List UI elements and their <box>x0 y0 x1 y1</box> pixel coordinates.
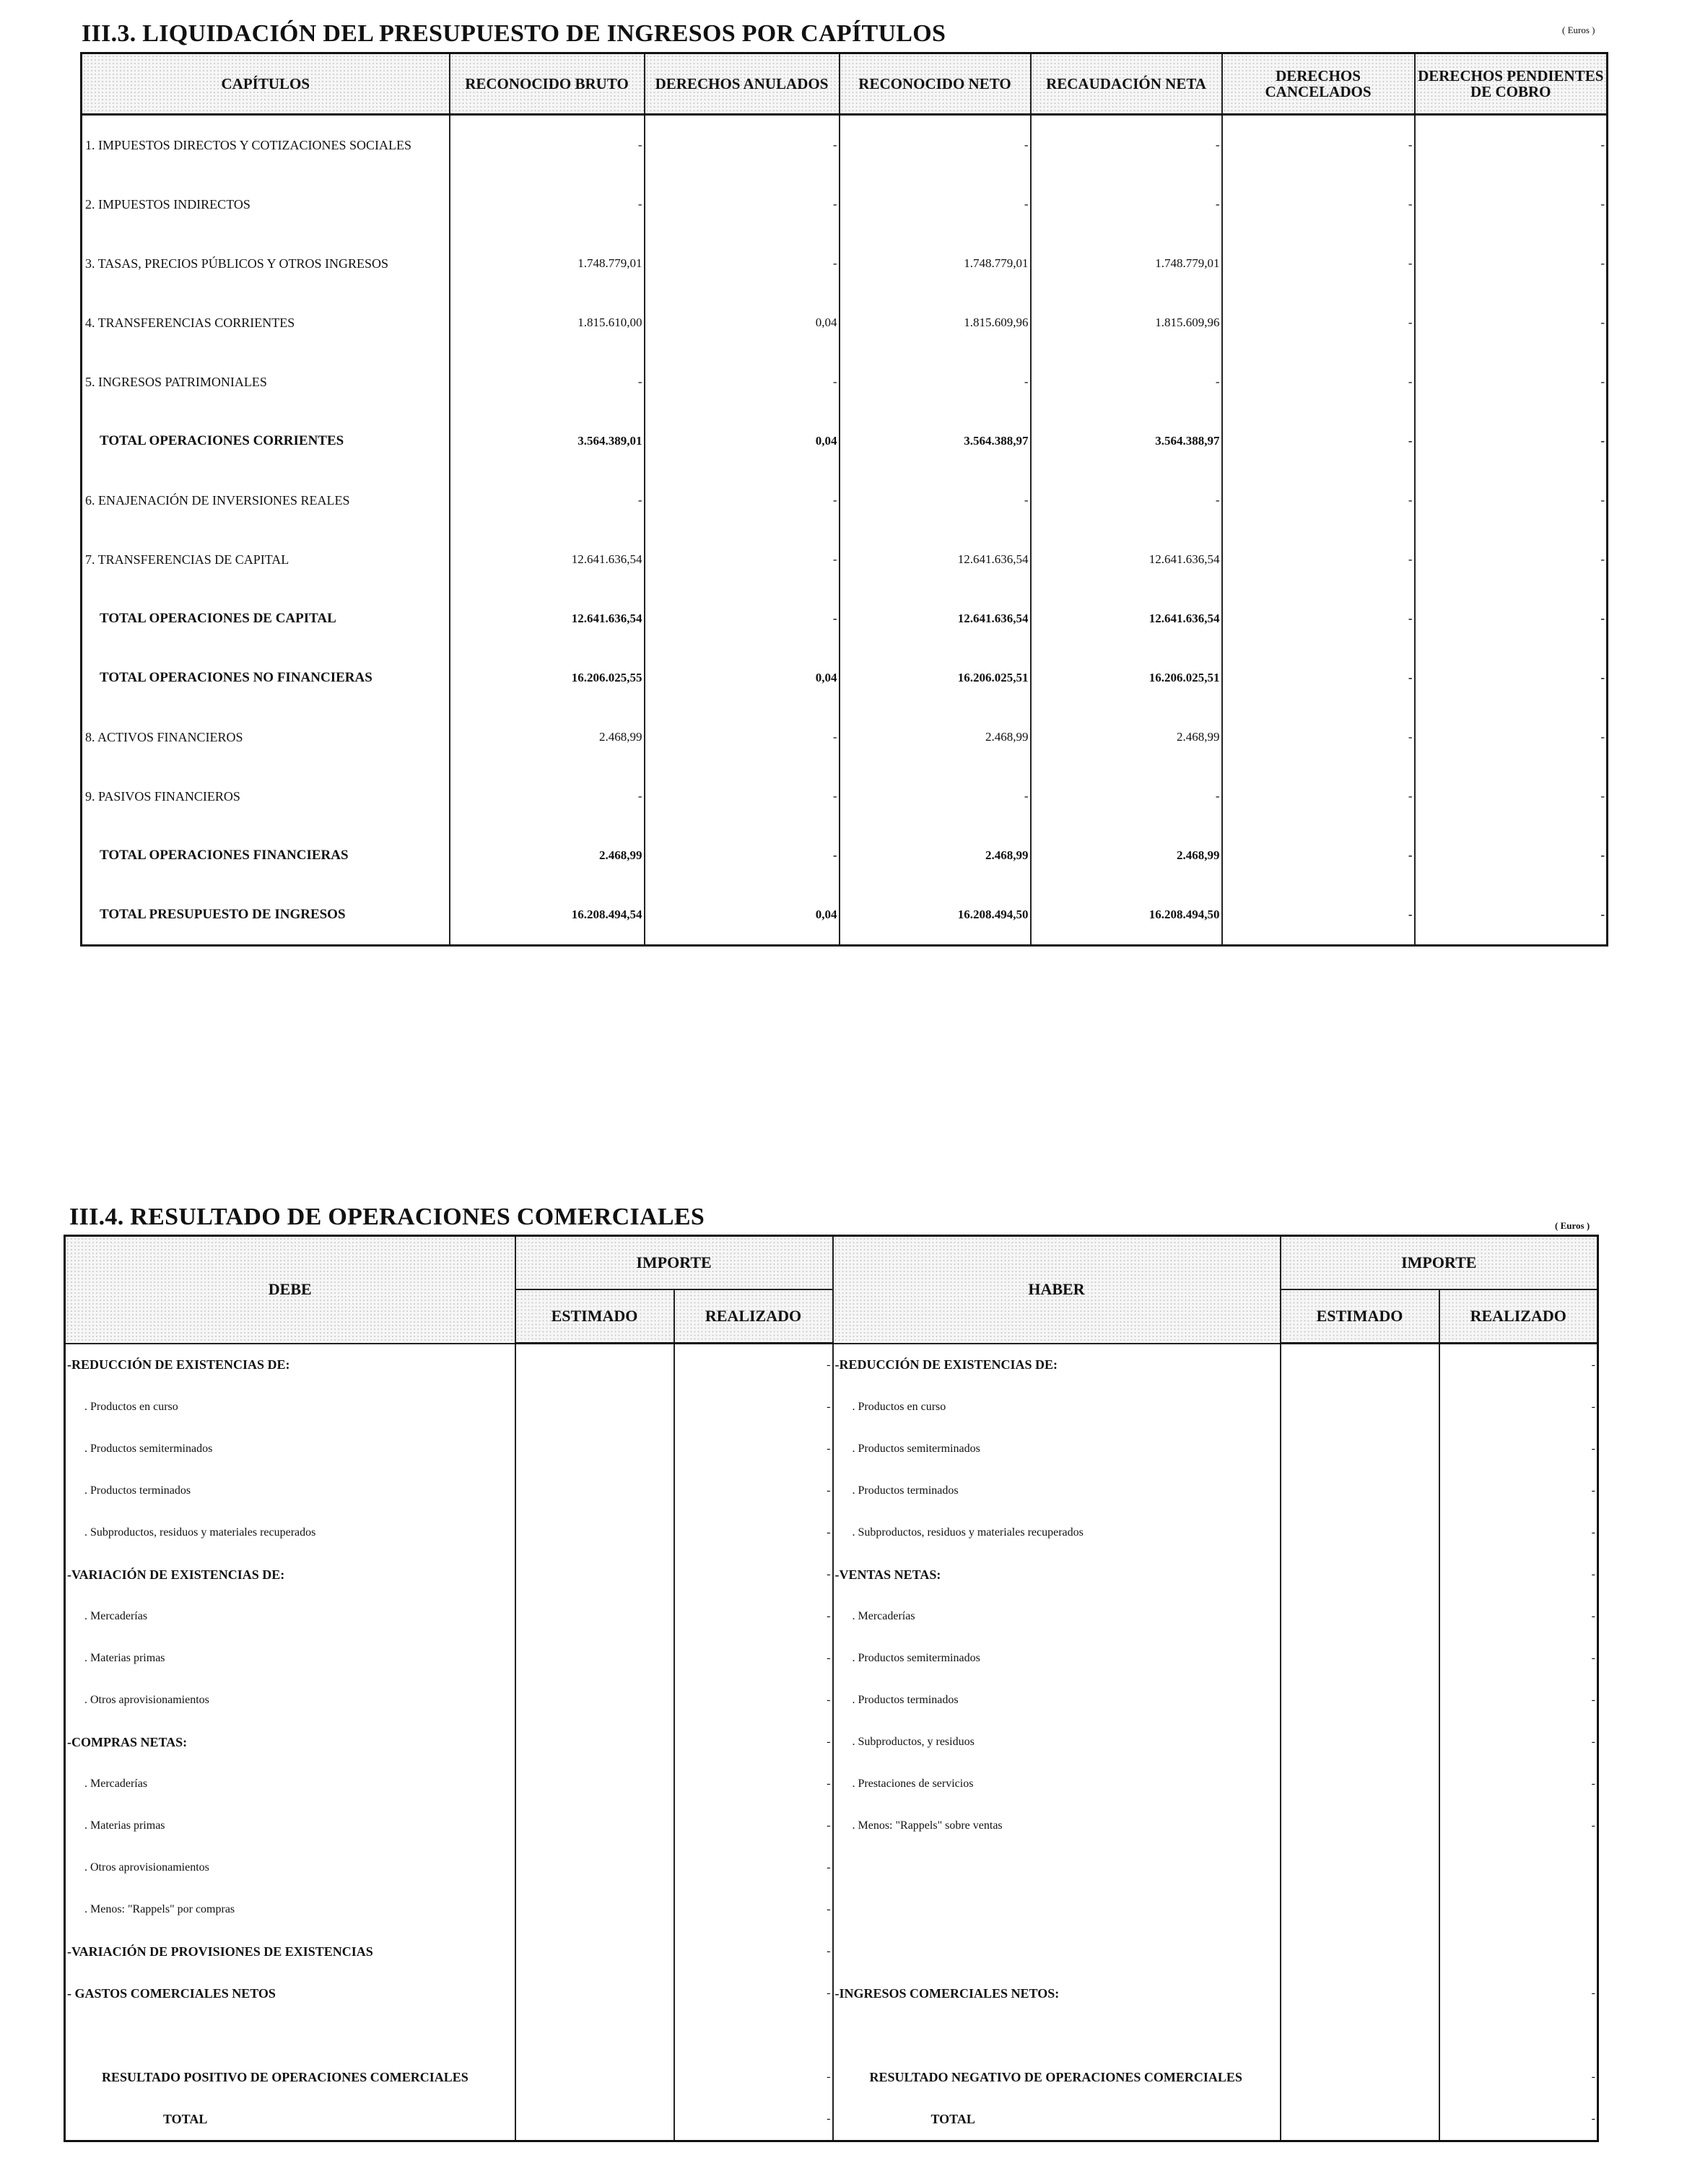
cell-cancelados: - <box>1222 589 1415 648</box>
cell-neto: 3.564.388,97 <box>840 412 1031 471</box>
haber-label: . Productos terminados <box>833 1679 1281 1721</box>
spacer-cell <box>1439 2014 1598 2056</box>
cell-cancelados: - <box>1222 412 1415 471</box>
debe-realizado: - <box>674 1805 833 1847</box>
debe-estimado <box>515 1847 674 1889</box>
cell-neto: 12.641.636,54 <box>840 589 1031 648</box>
cell-pendientes: - <box>1415 412 1608 471</box>
haber-label: . Productos semiterminados <box>833 1637 1281 1679</box>
haber-realizado: - <box>1439 1637 1598 1679</box>
total-debe-label: TOTAL <box>65 2098 515 2141</box>
cell-pendientes: - <box>1415 293 1608 352</box>
cell-recaudacion: - <box>1031 115 1222 175</box>
cell-cancelados: - <box>1222 115 1415 175</box>
cell-bruto: 12.641.636,54 <box>450 530 645 589</box>
haber-realizado: - <box>1439 1721 1598 1763</box>
row-label: 7. TRANSFERENCIAS DE CAPITAL <box>82 530 450 589</box>
cell-neto: - <box>840 175 1031 234</box>
cell-anulados: 0,04 <box>645 412 840 471</box>
debe-estimado <box>515 1763 674 1805</box>
cell-bruto: 16.206.025,55 <box>450 648 645 708</box>
debe-realizado: - <box>674 1386 833 1428</box>
cell-neto: - <box>840 352 1031 412</box>
table-row <box>65 1637 1598 1679</box>
table-row <box>65 1972 1598 2014</box>
spacer-cell <box>1281 2014 1439 2056</box>
section-4-title: III.4. RESULTADO DE OPERACIONES COMERCIALES <box>69 1204 705 1230</box>
debe-estimado <box>515 1386 674 1428</box>
resultado-positivo-label: RESULTADO POSITIVO DE OPERACIONES COMERCIALES <box>65 2056 515 2098</box>
haber-label: . Productos semiterminados <box>833 1428 1281 1470</box>
col-header-estimado-debe: ESTIMADO <box>515 1289 674 1344</box>
row-label: TOTAL OPERACIONES NO FINANCIERAS <box>82 648 450 708</box>
row-label: 4. TRANSFERENCIAS CORRIENTES <box>82 293 450 352</box>
cell-bruto: - <box>450 115 645 175</box>
spacer-row <box>65 2014 1598 2056</box>
cell-recaudacion: 2.468,99 <box>1031 708 1222 767</box>
table-row <box>65 1386 1598 1428</box>
table-row <box>65 1470 1598 1512</box>
haber-label: . Productos terminados <box>833 1470 1281 1512</box>
table-header-row <box>65 1236 1598 1290</box>
total-debe-estimado <box>515 2098 674 2141</box>
income-budget-table <box>80 52 1608 947</box>
debe-realizado: - <box>674 1889 833 1931</box>
cell-bruto: 12.641.636,54 <box>450 589 645 648</box>
table-row <box>82 175 1608 234</box>
total-row <box>65 2098 1598 2141</box>
cell-anulados: 0,04 <box>645 648 840 708</box>
haber-estimado <box>1281 1972 1439 2014</box>
cell-recaudacion: - <box>1031 471 1222 530</box>
cell-pendientes: - <box>1415 175 1608 234</box>
cell-bruto: - <box>450 352 645 412</box>
debe-label: . Productos terminados <box>65 1470 515 1512</box>
haber-realizado: - <box>1439 1805 1598 1847</box>
cell-bruto: 3.564.389,01 <box>450 412 645 471</box>
table-row <box>82 648 1608 708</box>
table-row <box>82 293 1608 352</box>
row-label: TOTAL OPERACIONES DE CAPITAL <box>82 589 450 648</box>
table-row <box>65 1679 1598 1721</box>
cell-anulados: - <box>645 826 840 885</box>
cell-recaudacion: 1.815.609,96 <box>1031 293 1222 352</box>
table-row <box>82 471 1608 530</box>
debe-label: -REDUCCIÓN DE EXISTENCIAS DE: <box>65 1344 515 1387</box>
cell-neto: 2.468,99 <box>840 708 1031 767</box>
cell-neto: 1.748.779,01 <box>840 234 1031 293</box>
haber-label <box>833 1847 1281 1889</box>
debe-label: . Otros aprovisionamientos <box>65 1847 515 1889</box>
cell-recaudacion: - <box>1031 175 1222 234</box>
col-header-reconocido-bruto: RECONOCIDO BRUTO <box>450 53 645 115</box>
debe-estimado <box>515 1679 674 1721</box>
total-debe-realizado: - <box>674 2098 833 2141</box>
table-row <box>82 589 1608 648</box>
row-label: TOTAL OPERACIONES CORRIENTES <box>82 412 450 471</box>
haber-estimado <box>1281 1931 1439 1972</box>
cell-cancelados: - <box>1222 234 1415 293</box>
haber-realizado: - <box>1439 1679 1598 1721</box>
debe-label: . Productos semiterminados <box>65 1428 515 1470</box>
cell-cancelados: - <box>1222 648 1415 708</box>
col-header-pendientes-cobro: DERECHOS PENDIENTES DE COBRO <box>1415 53 1608 115</box>
col-header-realizado-haber: REALIZADO <box>1439 1289 1598 1344</box>
debe-realizado: - <box>674 1763 833 1805</box>
debe-estimado <box>515 1344 674 1387</box>
table-row <box>65 1931 1598 1972</box>
cell-anulados: - <box>645 767 840 826</box>
debe-label: - GASTOS COMERCIALES NETOS <box>65 1972 515 2014</box>
debe-estimado <box>515 1721 674 1763</box>
haber-label: . Menos: "Rappels" sobre ventas <box>833 1805 1281 1847</box>
haber-realizado: - <box>1439 1596 1598 1637</box>
haber-realizado: - <box>1439 1428 1598 1470</box>
row-label: TOTAL PRESUPUESTO DE INGRESOS <box>82 885 450 946</box>
section-3-title: III.3. LIQUIDACIÓN DEL PRESUPUESTO DE INGRESOS POR CAPÍTULOS <box>82 20 946 47</box>
haber-estimado <box>1281 1679 1439 1721</box>
debe-label: -COMPRAS NETAS: <box>65 1721 515 1763</box>
row-label: 3. TASAS, PRECIOS PÚBLICOS Y OTROS INGRESOS <box>82 234 450 293</box>
table-row <box>65 1512 1598 1554</box>
haber-realizado: - <box>1439 1554 1598 1596</box>
cell-bruto: 2.468,99 <box>450 708 645 767</box>
table-row <box>82 352 1608 412</box>
debe-estimado <box>515 1596 674 1637</box>
haber-estimado <box>1281 1470 1439 1512</box>
debe-label: . Mercaderías <box>65 1596 515 1637</box>
cell-pendientes: - <box>1415 708 1608 767</box>
debe-realizado: - <box>674 1344 833 1387</box>
table-row <box>82 115 1608 175</box>
total-haber-estimado <box>1281 2098 1439 2141</box>
col-header-haber: HABER <box>833 1236 1281 1344</box>
col-header-reconocido-neto: RECONOCIDO NETO <box>840 53 1031 115</box>
table-row <box>82 530 1608 589</box>
haber-estimado <box>1281 1889 1439 1931</box>
resultado-negativo-estimado <box>1281 2056 1439 2098</box>
debe-realizado: - <box>674 1679 833 1721</box>
haber-estimado <box>1281 1721 1439 1763</box>
table-row <box>82 767 1608 826</box>
spacer-cell <box>65 2014 515 2056</box>
cell-pendientes: - <box>1415 826 1608 885</box>
cell-cancelados: - <box>1222 530 1415 589</box>
haber-estimado <box>1281 1596 1439 1637</box>
cell-pendientes: - <box>1415 767 1608 826</box>
table-row <box>82 412 1608 471</box>
section-4-unit: ( Euros ) <box>1555 1220 1590 1231</box>
haber-realizado: - <box>1439 1386 1598 1428</box>
debe-estimado <box>515 1512 674 1554</box>
cell-anulados: 0,04 <box>645 885 840 946</box>
haber-estimado <box>1281 1386 1439 1428</box>
cell-recaudacion: 16.208.494,50 <box>1031 885 1222 946</box>
cell-pendientes: - <box>1415 352 1608 412</box>
cell-recaudacion: 16.206.025,51 <box>1031 648 1222 708</box>
haber-label <box>833 1889 1281 1931</box>
haber-realizado <box>1439 1931 1598 1972</box>
cell-neto: 16.208.494,50 <box>840 885 1031 946</box>
haber-label: . Prestaciones de servicios <box>833 1763 1281 1805</box>
haber-estimado <box>1281 1512 1439 1554</box>
row-label: 5. INGRESOS PATRIMONIALES <box>82 352 450 412</box>
cell-bruto: 2.468,99 <box>450 826 645 885</box>
spacer-cell <box>674 2014 833 2056</box>
table-row <box>65 1805 1598 1847</box>
resultado-positivo-estimado <box>515 2056 674 2098</box>
table-row <box>82 234 1608 293</box>
cell-anulados: - <box>645 352 840 412</box>
cell-pendientes: - <box>1415 471 1608 530</box>
table-row <box>82 708 1608 767</box>
cell-pendientes: - <box>1415 589 1608 648</box>
table-row <box>65 1554 1598 1596</box>
table-row <box>82 885 1608 946</box>
cell-recaudacion: 1.748.779,01 <box>1031 234 1222 293</box>
cell-pendientes: - <box>1415 115 1608 175</box>
debe-realizado: - <box>674 1931 833 1972</box>
spacer-cell <box>833 2014 1281 2056</box>
haber-label <box>833 1931 1281 1972</box>
cell-pendientes: - <box>1415 530 1608 589</box>
haber-label: -REDUCCIÓN DE EXISTENCIAS DE: <box>833 1344 1281 1387</box>
haber-realizado <box>1439 1847 1598 1889</box>
table-row <box>65 1721 1598 1763</box>
row-label: 8. ACTIVOS FINANCIEROS <box>82 708 450 767</box>
cell-pendientes: - <box>1415 885 1608 946</box>
row-label: 9. PASIVOS FINANCIEROS <box>82 767 450 826</box>
resultado-negativo-realizado: - <box>1439 2056 1598 2098</box>
debe-estimado <box>515 1470 674 1512</box>
debe-realizado: - <box>674 1554 833 1596</box>
haber-estimado <box>1281 1763 1439 1805</box>
col-header-capitulos: CAPÍTULOS <box>82 53 450 115</box>
section-3-unit: ( Euros ) <box>1562 25 1595 35</box>
cell-anulados: - <box>645 589 840 648</box>
cell-anulados: - <box>645 471 840 530</box>
cell-bruto: - <box>450 767 645 826</box>
cell-anulados: - <box>645 175 840 234</box>
cell-recaudacion: 3.564.388,97 <box>1031 412 1222 471</box>
debe-label: -VARIACIÓN DE PROVISIONES DE EXISTENCIAS <box>65 1931 515 1972</box>
debe-label: . Menos: "Rappels" por compras <box>65 1889 515 1931</box>
debe-label: . Materias primas <box>65 1637 515 1679</box>
commercial-operations-table <box>64 1235 1599 2142</box>
haber-realizado: - <box>1439 1972 1598 2014</box>
col-header-importe-haber: IMPORTE <box>1281 1236 1598 1290</box>
haber-estimado <box>1281 1805 1439 1847</box>
haber-realizado: - <box>1439 1763 1598 1805</box>
debe-realizado: - <box>674 1512 833 1554</box>
debe-estimado <box>515 1428 674 1470</box>
haber-label: . Mercaderías <box>833 1596 1281 1637</box>
debe-estimado <box>515 1805 674 1847</box>
row-label: 2. IMPUESTOS INDIRECTOS <box>82 175 450 234</box>
haber-estimado <box>1281 1554 1439 1596</box>
cell-anulados: - <box>645 234 840 293</box>
haber-label: -VENTAS NETAS: <box>833 1554 1281 1596</box>
row-label: 1. IMPUESTOS DIRECTOS Y COTIZACIONES SOCIALES <box>82 115 450 175</box>
total-haber-label: TOTAL <box>833 2098 1281 2141</box>
col-header-derechos-anulados: DERECHOS ANULADOS <box>645 53 840 115</box>
cell-pendientes: - <box>1415 234 1608 293</box>
row-label: 6. ENAJENACIÓN DE INVERSIONES REALES <box>82 471 450 530</box>
spacer-cell <box>515 2014 674 2056</box>
col-header-realizado-debe: REALIZADO <box>674 1289 833 1344</box>
table-row <box>65 1763 1598 1805</box>
debe-label: . Productos en curso <box>65 1386 515 1428</box>
col-header-importe-debe: IMPORTE <box>515 1236 833 1290</box>
debe-label: . Materias primas <box>65 1805 515 1847</box>
debe-estimado <box>515 1554 674 1596</box>
cell-pendientes: - <box>1415 648 1608 708</box>
resultado-negativo-label: RESULTADO NEGATIVO DE OPERACIONES COMERCIALES <box>833 2056 1281 2098</box>
cell-bruto: - <box>450 175 645 234</box>
debe-estimado <box>515 1972 674 2014</box>
table-row <box>82 826 1608 885</box>
table-row <box>65 1847 1598 1889</box>
haber-estimado <box>1281 1344 1439 1387</box>
cell-anulados: - <box>645 708 840 767</box>
col-header-derechos-cancelados: DERECHOS CANCELADOS <box>1222 53 1415 115</box>
cell-neto: - <box>840 767 1031 826</box>
haber-realizado: - <box>1439 1470 1598 1512</box>
haber-realizado: - <box>1439 1344 1598 1387</box>
debe-realizado: - <box>674 1637 833 1679</box>
debe-realizado: - <box>674 1847 833 1889</box>
cell-bruto: - <box>450 471 645 530</box>
debe-estimado <box>515 1637 674 1679</box>
cell-recaudacion: 2.468,99 <box>1031 826 1222 885</box>
total-haber-realizado: - <box>1439 2098 1598 2141</box>
cell-cancelados: - <box>1222 826 1415 885</box>
cell-recaudacion: - <box>1031 767 1222 826</box>
debe-estimado <box>515 1931 674 1972</box>
cell-cancelados: - <box>1222 352 1415 412</box>
debe-realizado: - <box>674 1596 833 1637</box>
debe-realizado: - <box>674 1428 833 1470</box>
haber-realizado: - <box>1439 1512 1598 1554</box>
haber-realizado <box>1439 1889 1598 1931</box>
debe-label: . Mercaderías <box>65 1763 515 1805</box>
haber-label: . Productos en curso <box>833 1386 1281 1428</box>
cell-cancelados: - <box>1222 471 1415 530</box>
debe-realizado: - <box>674 1721 833 1763</box>
cell-bruto: 1.748.779,01 <box>450 234 645 293</box>
col-header-debe: DEBE <box>65 1236 515 1344</box>
cell-neto: 1.815.609,96 <box>840 293 1031 352</box>
debe-realizado: - <box>674 1470 833 1512</box>
table-header-row <box>82 53 1608 115</box>
haber-label: -INGRESOS COMERCIALES NETOS: <box>833 1972 1281 2014</box>
cell-neto: 16.206.025,51 <box>840 648 1031 708</box>
cell-recaudacion: 12.641.636,54 <box>1031 530 1222 589</box>
cell-cancelados: - <box>1222 767 1415 826</box>
debe-estimado <box>515 1889 674 1931</box>
row-label: TOTAL OPERACIONES FINANCIERAS <box>82 826 450 885</box>
cell-cancelados: - <box>1222 708 1415 767</box>
haber-label: . Subproductos, residuos y materiales recuperados <box>833 1512 1281 1554</box>
cell-recaudacion: 12.641.636,54 <box>1031 589 1222 648</box>
table-row <box>65 1889 1598 1931</box>
cell-anulados: - <box>645 115 840 175</box>
cell-neto: - <box>840 115 1031 175</box>
cell-cancelados: - <box>1222 293 1415 352</box>
cell-neto: - <box>840 471 1031 530</box>
col-header-estimado-haber: ESTIMADO <box>1281 1289 1439 1344</box>
haber-estimado <box>1281 1637 1439 1679</box>
haber-estimado <box>1281 1847 1439 1889</box>
cell-anulados: - <box>645 530 840 589</box>
debe-label: . Subproductos, residuos y materiales recuperados <box>65 1512 515 1554</box>
cell-neto: 2.468,99 <box>840 826 1031 885</box>
resultado-positivo-realizado: - <box>674 2056 833 2098</box>
haber-estimado <box>1281 1428 1439 1470</box>
debe-label: . Otros aprovisionamientos <box>65 1679 515 1721</box>
table-row <box>65 1596 1598 1637</box>
cell-anulados: 0,04 <box>645 293 840 352</box>
col-header-recaudacion-neta: RECAUDACIÓN NETA <box>1031 53 1222 115</box>
haber-label: . Subproductos, y residuos <box>833 1721 1281 1763</box>
debe-realizado: - <box>674 1972 833 2014</box>
table-row <box>65 1344 1598 1387</box>
cell-neto: 12.641.636,54 <box>840 530 1031 589</box>
debe-label: -VARIACIÓN DE EXISTENCIAS DE: <box>65 1554 515 1596</box>
cell-cancelados: - <box>1222 175 1415 234</box>
cell-bruto: 1.815.610,00 <box>450 293 645 352</box>
cell-cancelados: - <box>1222 885 1415 946</box>
result-row <box>65 2056 1598 2098</box>
cell-recaudacion: - <box>1031 352 1222 412</box>
table-row <box>65 1428 1598 1470</box>
cell-bruto: 16.208.494,54 <box>450 885 645 946</box>
